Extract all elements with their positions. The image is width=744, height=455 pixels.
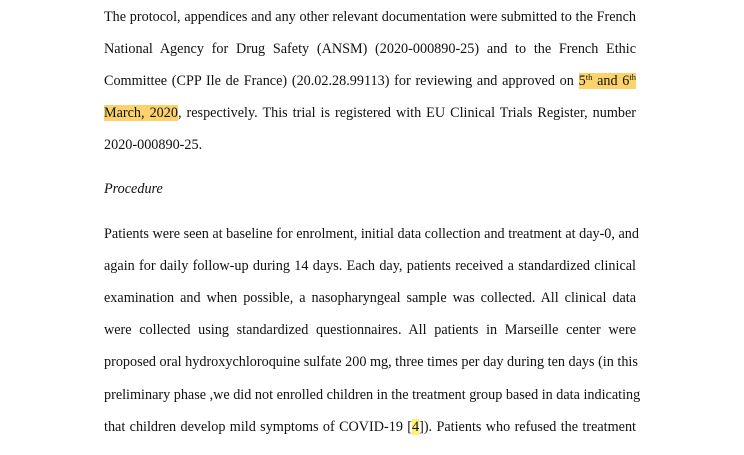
p1-line-4-text: , respectively. This trial is registered with EU Clinical Trials Register, number	[177, 105, 636, 121]
date-and: and	[592, 73, 623, 89]
p1-line-4	[104, 102, 636, 124]
section-heading-procedure: Procedure	[104, 181, 163, 197]
reference-4-highlight[interactable]: 4	[412, 419, 420, 435]
p2-line-7	[104, 416, 636, 438]
p2-line-7-after: ]). Patients who refused the treatment	[419, 419, 636, 435]
date-day1-suffix: th	[585, 72, 593, 82]
date-day2: 6	[622, 73, 630, 89]
date-day1: 5	[578, 73, 586, 89]
p2-line-7-before: that children develop mild symptoms of COVID-19 [	[104, 419, 413, 435]
p1-line-5: 2020-000890-25.	[104, 137, 203, 153]
date-day2-suffix: th	[629, 72, 637, 82]
p2-line-6: preliminary phase ,we did not enrolled children in the treatment group based in data indicating	[104, 387, 641, 403]
approval-date-highlight-part2: March, 2020	[104, 105, 178, 121]
p1-line-3-text: Committee (CPP Ile de France) (20.02.28.99113) for reviewing and approved on	[104, 73, 574, 89]
p2-line-2: again for daily follow-up during 14 days. Each day, patients received a standardized clinical	[104, 258, 636, 274]
p2-line-3: examination and when possible, a nasopharyngeal sample was collected. All clinical data	[104, 290, 636, 306]
p2-line-5: proposed oral hydroxychloroquine sulfate 200 mg, three times per day during ten days (in this	[104, 354, 638, 370]
p1-line-3	[104, 70, 636, 92]
p2-line-4: were collected using standardized questionnaires. All patients in Marseille center were	[104, 322, 636, 338]
p1-line-1: The protocol, appendices and any other relevant documentation were submitted to the French	[104, 9, 636, 25]
p2-line-1: Patients were seen at baseline for enrolment, initial data collection and treatment at day-0, and	[104, 226, 639, 242]
approval-date-highlight-part1	[579, 73, 636, 89]
p1-line-2: National Agency for Drug Safety (ANSM) (2020-000890-25) and to the French Ethic	[104, 41, 636, 57]
